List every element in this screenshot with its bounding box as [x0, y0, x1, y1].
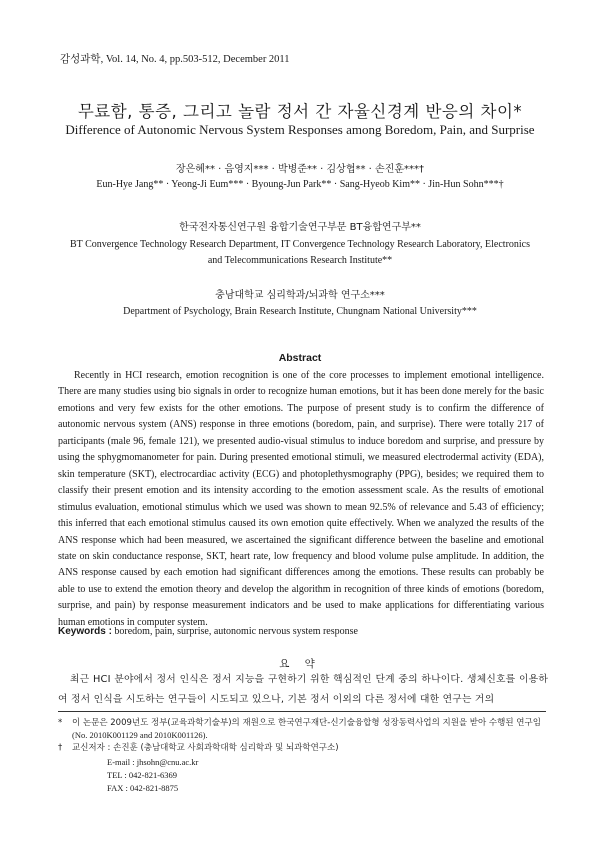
keywords-text: boredom, pain, surprise, autonomic nervous system response	[114, 626, 358, 637]
contact-tel: TEL : 042-821-6369	[107, 770, 178, 780]
contact-fax: FAX : 042-821-8875	[107, 783, 179, 793]
title-korean: 무료함, 통증, 그리고 놀람 정서 간 자율신경계 반응의 차이*	[77, 102, 523, 121]
footnote-2-text: 교신저자 : 손진훈 (충남대학교 사회과학대학 심리학과 및 뇌과학연구소)	[72, 743, 339, 753]
footnote-2	[58, 742, 339, 754]
footnote-1-grant: (No. 2010K001129 and 2010K001126).	[72, 730, 208, 740]
affiliation-1-english-line1: BT Convergence Technology Research Department, IT Convergence Technology Research Laboratory, Electronics	[69, 239, 531, 250]
footnote-1-text: 이 논문은 2009년도 정부(교육과학기술부)의 재원으로 한국연구재단-신기술융합형 성장동력사업의 지원을 받아 수행된 연구임	[72, 718, 541, 728]
affiliation-2-english: Department of Psychology, Brain Research Institute, Chungnam National University***	[123, 306, 477, 317]
affiliation-1-korean: 한국전자통신연구원 융합기술연구부문 BT융합연구부**	[179, 222, 421, 233]
summary-heading: 요 약	[279, 658, 321, 670]
footnote-1	[58, 717, 541, 729]
authors-english: Eun-Hye Jang** · Yeong-Ji Eum*** · Byoung-Jun Park** · Sang-Hyeob Kim** · Jin-Hun Sohn***†	[96, 179, 504, 190]
abstract-heading: Abstract	[278, 352, 322, 364]
affiliation-1-english-line2: and Telecommunications Research Institute**	[207, 255, 393, 266]
title-english: Difference of Autonomic Nervous System Responses among Boredom, Pain, and Surprise	[65, 122, 535, 137]
keywords-label: Keywords :	[58, 626, 112, 637]
footnote-divider	[58, 711, 546, 712]
abstract-body: Recently in HCI research, emotion recognition is one of the core processes to implement emotional intelligence. There are many studies using bio signals in order to recognize human emotions, but it has been done merely for the basic emotions and very few exists for the other emotions. The purpose of present study is to confirm the difference of autonomic nervous system (ANS) response in three emotions (boredom, pain, and surprise). There were totally 217 of participants (male 96, female 121), we presented audio-visual stimulus to induce boredom and surprise, and pressure by using the sphygmomanometer for pain. During presented emotional stimuli, we measured electrodermal activity (EDA), skin temperature (SKT), electrocardiac activity (ECG) and photoplethysmography (PPG), besides; we required them to classify their present emotion and its intensity according to the emotion assessment scale. As the results of emotional stimulus evaluation, emotional stimulus which we used was shown to mean 92.5% of relevance and 5.43 of efficiency; this inferred that each emotional stimulus caused its own emotion quite effectively. When we analyzed the results of the ANS response which had been measured, we ascertained the significant difference between the baseline and emotional state on skin conductance response, SKT, heart rate, low frequency and blood volume pulse amplitude. In addition, the ANS response caused by each emotion had significant differences among the emotions. These results can probably be able to use to extend the emotion theory and develop the algorithm in recognition of three kinds of emotions (boredom, surprise, and pain) by response measurement indicators and be used to make applications for differentiating various human emotions in computer system.	[58, 370, 544, 628]
contact-email: E-mail : jhsohn@cnu.ac.kr	[107, 757, 199, 767]
footnote-1-mark: *	[58, 718, 63, 728]
journal-citation: 감성과학, Vol. 14, No. 4, pp.503-512, December 2011	[60, 54, 290, 65]
authors-korean: 장은혜** · 음영지*** · 박병준** · 김상협** · 손진훈***†	[175, 164, 425, 175]
summary-body: 최근 HCI 분야에서 정서 인식은 정서 지능을 구현하기 위한 핵심적인 단계 중의 하나이다. 생체신호를 이용하여 정서 인식을 시도하는 연구들이 시도되고 있으나, 기본 정서 이외의 다른 정서에 대한 연구는 거의	[58, 674, 548, 705]
footnote-2-mark: †	[58, 743, 63, 753]
affiliation-2-korean: 충남대학교 심리학과/뇌과학 연구소***	[215, 290, 385, 301]
keywords-line	[58, 626, 548, 637]
